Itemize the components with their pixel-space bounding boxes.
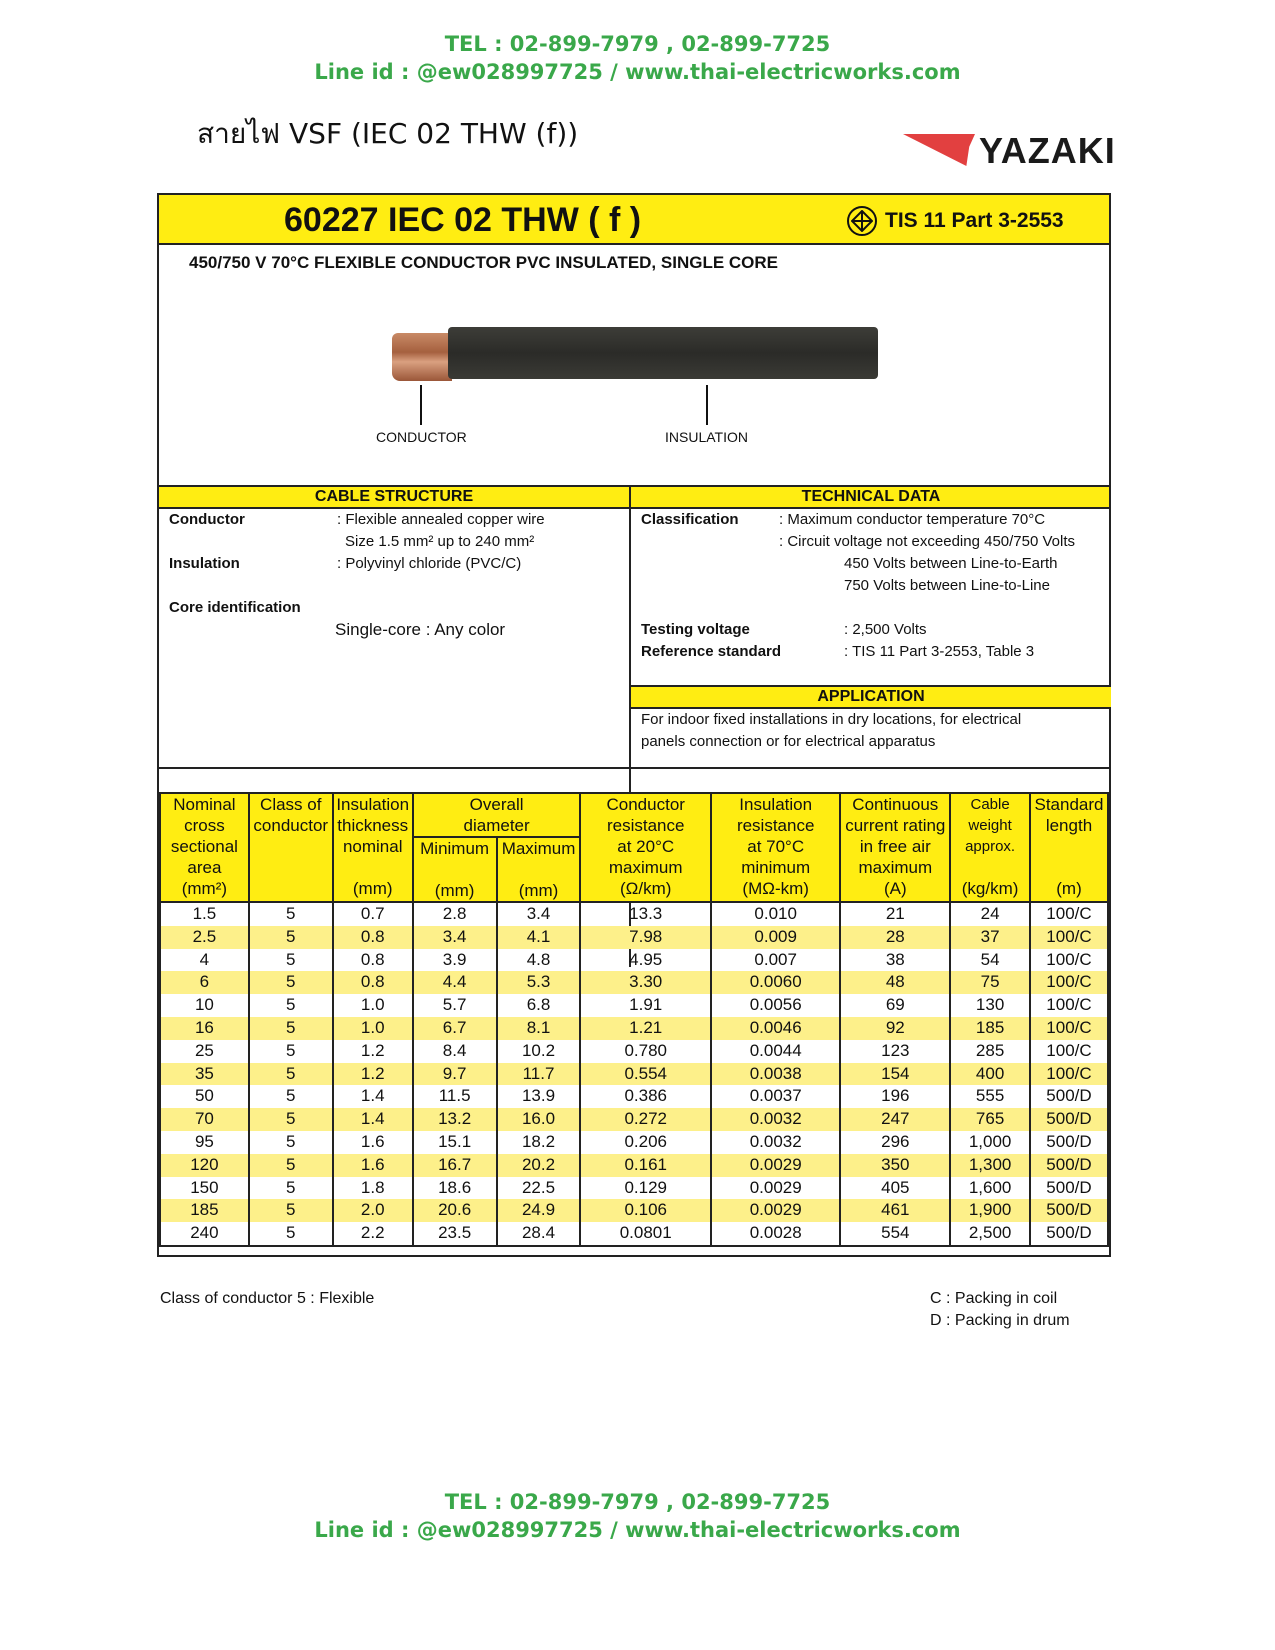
coil-packing-note: C : Packing in coil	[930, 1290, 1058, 1307]
table-cell: 1,600	[950, 1177, 1030, 1200]
table-cell: 5	[249, 1040, 333, 1063]
table-cell: 2.0	[333, 1199, 413, 1222]
table-cell: 13.2	[413, 1108, 497, 1131]
table-cell: 0.010	[711, 902, 840, 926]
table-cell: 1.0	[333, 994, 413, 1017]
table-cell: 150	[160, 1177, 249, 1200]
testing-voltage-key: Testing voltage	[641, 621, 750, 638]
technical-data-heading: TECHNICAL DATA	[801, 488, 941, 505]
table-cell: 0.0029	[711, 1154, 840, 1177]
yazaki-logo	[903, 130, 1116, 172]
table-cell: 5.7	[413, 994, 497, 1017]
header-insulation-resistance: Insulation resistance at 70°C minimum (MΩ-km)	[711, 793, 840, 902]
table-cell: 765	[950, 1108, 1030, 1131]
table-cell: 28.4	[497, 1222, 581, 1246]
table-cell: 92	[840, 1017, 950, 1040]
product-code: 60227 IEC 02 THW ( f )	[284, 201, 642, 239]
table-cell: 0.129	[580, 1177, 710, 1200]
table-cell: 75	[950, 971, 1030, 994]
classification-line-earth: 450 Volts between Line-to-Earth	[844, 555, 1058, 572]
insulation-image	[448, 327, 878, 379]
header-insulation-thickness: Insulation thickness nominal (mm)	[333, 793, 413, 902]
table-cell: 0.0038	[711, 1063, 840, 1086]
testing-voltage-value: : 2,500 Volts	[844, 621, 927, 638]
table-row	[160, 949, 1108, 972]
contact-footer	[0, 1488, 1275, 1544]
conductor-size: Size 1.5 mm² up to 240 mm²	[345, 533, 535, 550]
specification-table	[159, 792, 1109, 1247]
table-cell: 0.554	[580, 1063, 710, 1086]
table-cell: 1.4	[333, 1108, 413, 1131]
table-cell: 16	[160, 1017, 249, 1040]
class-of-conductor-note: Class of conductor 5 : Flexible	[160, 1290, 375, 1307]
table-cell: 2,500	[950, 1222, 1030, 1246]
table-cell: 500/D	[1030, 1085, 1108, 1108]
table-cell: 8.1	[497, 1017, 581, 1040]
phone-numbers-footer: TEL : 02-899-7979 , 02-899-7725	[444, 1490, 831, 1514]
table-cell: 196	[840, 1085, 950, 1108]
table-cell: 69	[840, 994, 950, 1017]
table-cell: 285	[950, 1040, 1030, 1063]
conductor-label: CONDUCTOR	[376, 429, 467, 445]
table-cell: 6	[160, 971, 249, 994]
table-cell: 1.8	[333, 1177, 413, 1200]
table-cell: 100/C	[1030, 1017, 1108, 1040]
standard-text: TIS 11 Part 3-2553	[885, 209, 1064, 232]
table-cell: 2.5	[160, 926, 249, 949]
table-cell: 0.0037	[711, 1085, 840, 1108]
core-identification-key: Core identification	[169, 599, 301, 616]
table-cell: 5	[249, 926, 333, 949]
table-row	[160, 1131, 1108, 1154]
table-row	[160, 1108, 1108, 1131]
phone-numbers: TEL : 02-899-7979 , 02-899-7725	[444, 32, 831, 56]
table-cell: 500/D	[1030, 1222, 1108, 1246]
table-cell: 23.5	[413, 1222, 497, 1246]
table-row	[160, 1085, 1108, 1108]
table-cell: 120	[160, 1154, 249, 1177]
table-cell: 5	[249, 971, 333, 994]
table-cell: 5	[249, 949, 333, 972]
header-class: Class of conductor	[249, 793, 333, 902]
table-cell: 500/D	[1030, 1154, 1108, 1177]
table-cell: 1.2	[333, 1063, 413, 1086]
insulation-label: INSULATION	[665, 429, 748, 445]
table-cell: 18.2	[497, 1131, 581, 1154]
table-cell: 21	[840, 902, 950, 926]
table-cell: 1.0	[333, 1017, 413, 1040]
table-cell: 400	[950, 1063, 1030, 1086]
table-body	[160, 902, 1108, 1246]
logo-text: YAZAKI	[979, 130, 1116, 171]
table-cell: 70	[160, 1108, 249, 1131]
table-row	[160, 902, 1108, 926]
table-cell: 0.0044	[711, 1040, 840, 1063]
table-cell: 130	[950, 994, 1030, 1017]
table-row	[160, 994, 1108, 1017]
classification-line-line: 750 Volts between Line-to-Line	[844, 577, 1050, 594]
insulation-key: Insulation	[169, 555, 240, 572]
line-id-website-footer: Line id : @ew028997725 / www.thai-electricworks.com	[314, 1518, 961, 1542]
table-row	[160, 1040, 1108, 1063]
table-cell: 20.6	[413, 1199, 497, 1222]
table-cell: 25	[160, 1040, 249, 1063]
table-cell: 20.2	[497, 1154, 581, 1177]
table-cell: 4.8	[497, 949, 581, 972]
table-cell: 95	[160, 1131, 249, 1154]
table-row	[160, 1063, 1108, 1086]
table-row	[160, 971, 1108, 994]
table-row	[160, 926, 1108, 949]
table-cell: 38	[840, 949, 950, 972]
table-cell: 154	[840, 1063, 950, 1086]
table-cell: 0.8	[333, 926, 413, 949]
table-cell: 2.2	[333, 1222, 413, 1246]
table-cell: 0.0801	[580, 1222, 710, 1246]
table-cell: 11.7	[497, 1063, 581, 1086]
table-cell: 0.0056	[711, 994, 840, 1017]
table-cell: 7.98	[580, 926, 710, 949]
table-row	[160, 1222, 1108, 1246]
table-cell: 296	[840, 1131, 950, 1154]
table-cell: 0.007	[711, 949, 840, 972]
header-cable-weight: Cable weight approx. (kg/km)	[950, 793, 1030, 902]
table-cell: 22.5	[497, 1177, 581, 1200]
cable-illustration	[392, 327, 828, 381]
table-cell: 0.0029	[711, 1199, 840, 1222]
table-cell: 0.106	[580, 1199, 710, 1222]
table-cell: 15.1	[413, 1131, 497, 1154]
application-heading: APPLICATION	[631, 685, 1111, 709]
table-cell: 5.3	[497, 971, 581, 994]
classification-key: Classification	[641, 511, 739, 528]
classification-voltage: : Circuit voltage not exceeding 450/750 Volts	[779, 533, 1076, 550]
table-cell: 35	[160, 1063, 249, 1086]
table-cell: 185	[160, 1199, 249, 1222]
table-cell: 0.0046	[711, 1017, 840, 1040]
table-cell: 240	[160, 1222, 249, 1246]
table-cell: 1.6	[333, 1154, 413, 1177]
table-cell: 16.0	[497, 1108, 581, 1131]
logo-mark-icon	[903, 134, 975, 166]
table-cell: 13.3	[580, 902, 710, 926]
table-cell: 100/C	[1030, 971, 1108, 994]
table-cell: 16.7	[413, 1154, 497, 1177]
classification-temp: : Maximum conductor temperature 70°C	[779, 511, 1046, 528]
conductor-leader-line	[420, 385, 422, 425]
table-cell: 10	[160, 994, 249, 1017]
table-cell: 9.7	[413, 1063, 497, 1086]
section-bottom-rule	[159, 767, 1109, 769]
application-line-1: For indoor fixed installations in dry locations, for electrical	[641, 711, 1022, 728]
table-cell: 554	[840, 1222, 950, 1246]
table-cell: 0.206	[580, 1131, 710, 1154]
table-cell: 1.91	[580, 994, 710, 1017]
application-line-2: panels connection or for electrical apparatus	[641, 733, 936, 750]
table-cell: 1.5	[160, 902, 249, 926]
reference-standard-key: Reference standard	[641, 643, 782, 660]
table-cell: 5	[249, 1108, 333, 1131]
table-cell: 6.7	[413, 1017, 497, 1040]
table-cell: 0.009	[711, 926, 840, 949]
table-cell: 0.161	[580, 1154, 710, 1177]
contact-header	[0, 30, 1275, 86]
table-cell: 5	[249, 1222, 333, 1246]
table-row	[160, 1177, 1108, 1200]
header-overall-diameter: Overall diameter	[413, 793, 581, 837]
table-cell: 0.0029	[711, 1177, 840, 1200]
table-cell: 8.4	[413, 1040, 497, 1063]
table-row	[160, 1154, 1108, 1177]
header-current-rating: Continuous current rating in free air maximum (A)	[840, 793, 950, 902]
table-cell: 54	[950, 949, 1030, 972]
table-cell: 500/D	[1030, 1199, 1108, 1222]
table-cell: 0.272	[580, 1108, 710, 1131]
table-cell: 28	[840, 926, 950, 949]
table-cell: 5	[249, 1177, 333, 1200]
conductor-key: Conductor	[169, 511, 245, 528]
table-cell: 100/C	[1030, 902, 1108, 926]
table-cell: 185	[950, 1017, 1030, 1040]
table-cell: 5	[249, 1199, 333, 1222]
table-cell: 0.780	[580, 1040, 710, 1063]
header-conductor-resistance: Conductor resistance at 20°C maximum (Ω/km)	[580, 793, 710, 902]
table-cell: 5	[249, 1063, 333, 1086]
datasheet	[157, 193, 1111, 1257]
table-cell: 1,900	[950, 1199, 1030, 1222]
table-cell: 0.386	[580, 1085, 710, 1108]
table-row	[160, 1017, 1108, 1040]
table-cell: 500/D	[1030, 1177, 1108, 1200]
table-cell: 100/C	[1030, 1063, 1108, 1086]
table-cell: 4.95	[580, 949, 710, 972]
table-cell: 0.0028	[711, 1222, 840, 1246]
table-cell: 0.8	[333, 949, 413, 972]
table-cell: 500/D	[1030, 1108, 1108, 1131]
cable-description: 450/750 V 70°C FLEXIBLE CONDUCTOR PVC INSULATED, SINGLE CORE	[189, 253, 779, 272]
header-standard-length: Standard length (m)	[1030, 793, 1108, 902]
table-cell: 10.2	[497, 1040, 581, 1063]
table-cell: 5	[249, 1017, 333, 1040]
table-cell: 123	[840, 1040, 950, 1063]
table-cell: 555	[950, 1085, 1030, 1108]
table-cell: 5	[249, 1131, 333, 1154]
table-cell: 11.5	[413, 1085, 497, 1108]
table-cell: 100/C	[1030, 1040, 1108, 1063]
section-header-row	[159, 485, 1109, 509]
table-cell: 0.0060	[711, 971, 840, 994]
table-cell: 100/C	[1030, 949, 1108, 972]
table-cell: 5	[249, 1154, 333, 1177]
table-cell: 0.7	[333, 902, 413, 926]
page-title: สายไฟ VSF (IEC 02 THW (f))	[197, 117, 579, 150]
table-cell: 4.1	[497, 926, 581, 949]
table-cell: 3.9	[413, 949, 497, 972]
cable-structure-heading: CABLE STRUCTURE	[314, 488, 474, 505]
tis-certification-icon	[847, 206, 877, 236]
table-cell: 5	[249, 1085, 333, 1108]
line-id-website: Line id : @ew028997725 / www.thai-electricworks.com	[314, 60, 961, 84]
table-cell: 24	[950, 902, 1030, 926]
header-max-diameter: Maximum (mm)	[497, 837, 581, 902]
table-cell: 5	[249, 994, 333, 1017]
table-cell: 1,300	[950, 1154, 1030, 1177]
table-cell: 1.4	[333, 1085, 413, 1108]
core-identification-value: Single-core : Any color	[335, 620, 506, 639]
table-cell: 3.30	[580, 971, 710, 994]
table-cell: 3.4	[497, 902, 581, 926]
table-cell: 500/D	[1030, 1131, 1108, 1154]
table-cell: 1,000	[950, 1131, 1030, 1154]
table-cell: 1.6	[333, 1131, 413, 1154]
table-cell: 37	[950, 926, 1030, 949]
table-cell: 0.0032	[711, 1131, 840, 1154]
table-cell: 461	[840, 1199, 950, 1222]
table-cell: 247	[840, 1108, 950, 1131]
table-cell: 1.21	[580, 1017, 710, 1040]
table-cell: 100/C	[1030, 926, 1108, 949]
standard-badge	[847, 206, 1064, 236]
insulation-value: : Polyvinyl chloride (PVC/C)	[337, 555, 522, 572]
table-cell: 3.4	[413, 926, 497, 949]
table-cell: 6.8	[497, 994, 581, 1017]
header-min-diameter: Minimum (mm)	[413, 837, 497, 902]
datasheet-title-bar	[159, 195, 1109, 245]
table-cell: 2.8	[413, 902, 497, 926]
table-cell: 4	[160, 949, 249, 972]
table-cell: 0.0032	[711, 1108, 840, 1131]
table-cell: 4.4	[413, 971, 497, 994]
insulation-leader-line	[706, 385, 708, 425]
copper-conductor-image	[392, 333, 452, 381]
header-area: Nominal cross sectional area (mm²)	[160, 793, 249, 902]
table-cell: 13.9	[497, 1085, 581, 1108]
drum-packing-note: D : Packing in drum	[930, 1312, 1070, 1329]
table-cell: 48	[840, 971, 950, 994]
table-cell: 18.6	[413, 1177, 497, 1200]
table-cell: 5	[249, 902, 333, 926]
table-cell: 0.8	[333, 971, 413, 994]
conductor-value: : Flexible annealed copper wire	[337, 511, 545, 528]
table-cell: 24.9	[497, 1199, 581, 1222]
table-cell: 100/C	[1030, 994, 1108, 1017]
table-cell: 1.2	[333, 1040, 413, 1063]
table-cell: 350	[840, 1154, 950, 1177]
table-row	[160, 1199, 1108, 1222]
reference-standard-value: : TIS 11 Part 3-2553, Table 3	[844, 643, 1035, 660]
table-cell: 50	[160, 1085, 249, 1108]
table-cell: 405	[840, 1177, 950, 1200]
